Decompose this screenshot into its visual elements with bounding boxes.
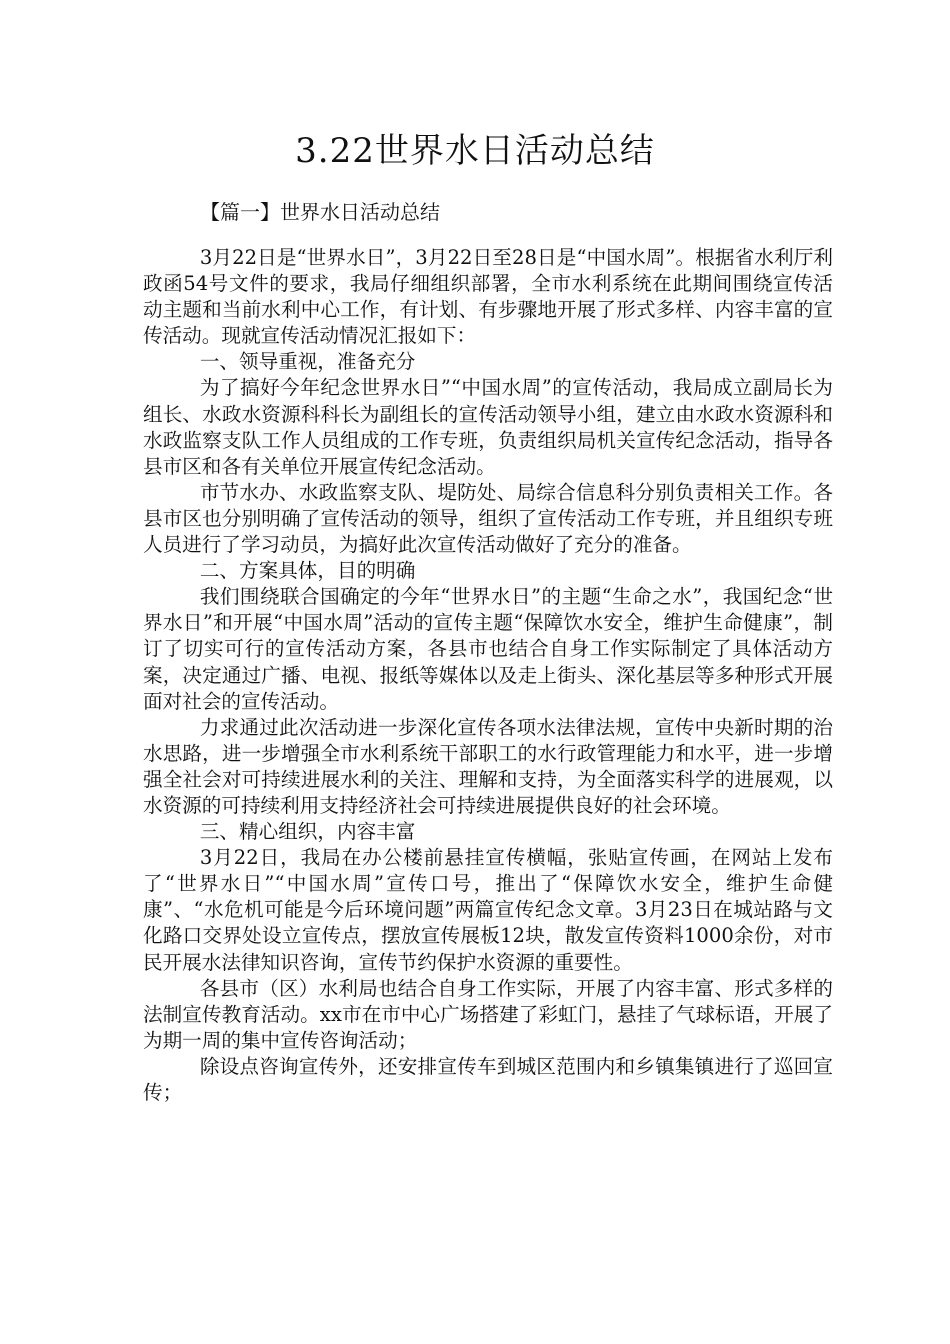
- body-paragraph: 除设点咨询宣传外，还安排宣传车到城区范围内和乡镇集镇进行了巡回宣传；: [143, 1054, 833, 1104]
- document-body: [143, 245, 833, 1106]
- body-paragraph: 各县市（区）水利局也结合自身工作实际，开展了内容丰富、形式多样的法制宣传教育活动。xx市在市中心广场搭建了彩虹门，悬挂了气球标语，开展了为期一周的集中宣传咨询活动；: [143, 976, 833, 1052]
- section-heading: 【篇一】世界水日活动总结: [200, 200, 440, 224]
- document-title: 3.22世界水日活动总结: [295, 131, 655, 171]
- body-paragraph: 力求通过此次活动进一步深化宣传各项水法律法规，宣传中央新时期的治水思路，进一步增强全市水利系统干部职工的水行政管理能力和水平，进一步增强全社会对可持续进展水利的关注、理解和支持，为全面落实科学的进展观，以水资源的可持续利用支持经济社会可持续进展提供良好的社会环境。: [143, 715, 833, 817]
- body-paragraph: 市节水办、水政监察支队、堤防处、局综合信息科分别负责相关工作。各县市区也分别明确了宣传活动的领导，组织了宣传活动工作专班，并且组织专班人员进行了学习动员，为搞好此次宣传活动做好了充分的准备。: [143, 480, 833, 557]
- subheading-plan: 二、方案具体，目的明确: [199, 559, 416, 583]
- intro-paragraph: 3月22日是“世界水日”，3月22日至28日是“中国水周”。根据省水利厅利政函54号文件的要求，我局仔细组织部署，全市水利系统在此期间围绕宣传活动主题和当前水利中心工作，有计划、有步骤地开展了形式多样、内容丰富的宣传活动。现就宣传活动情况汇报如下：: [143, 246, 833, 348]
- body-paragraph: 我们围绕联合国确定的今年“世界水日”的主题“生命之水”，我国纪念“世界水日”和开展“中国水周”活动的宣传主题“保障饮水安全，维护生命健康”，制订了切实可行的宣传活动方案，各县市也结合自身工作实际制定了具体活动方案，决定通过广播、电视、报纸等媒体以及走上街头、深化基层等多种形式开展面对社会的宣传活动。: [143, 585, 833, 713]
- subheading-organization: 三、精心组织，内容丰富: [199, 820, 416, 844]
- body-paragraph: 3月22日，我局在办公楼前悬挂宣传横幅，张贴宣传画，在网站上发布了“世界水日”“中国水周”宣传口号，推出了“保障饮水安全，维护生命健康”、“水危机可能是今后环境问题”两篇宣传纪念文章。3月23日在城站路与文化路口交界处设立宣传点，摆放宣传展板12块，散发宣传资料1000余份，对市民开展水法律知识咨询，宣传节约保护水资源的重要性。: [143, 846, 833, 974]
- subheading-leadership: 一、领导重视，准备充分: [199, 350, 416, 374]
- body-paragraph: 为了搞好今年纪念世界水日”“中国水周”的宣传活动，我局成立副局长为组长、水政水资源科科长为副组长的宣传活动领导小组，建立由水政水资源科和水政监察支队工作人员组成的工作专班，负责组织局机关宣传纪念活动，指导各县市区和各有关单位开展宣传纪念活动。: [143, 376, 833, 478]
